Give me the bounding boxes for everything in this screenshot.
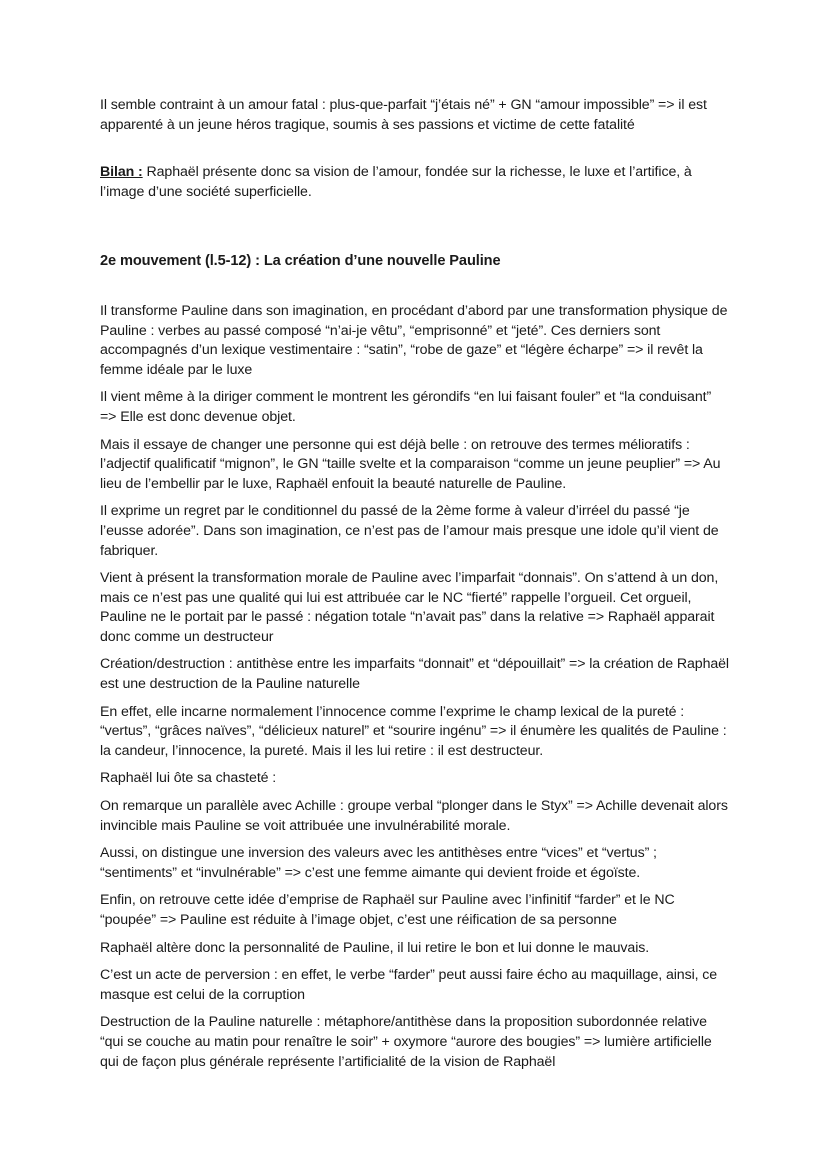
paragraph: Il vient même à la diriger comment le montrent les gérondifs “en lui faisant fouler” et “la conduisant” => Elle est donc devenue objet. <box>100 389 712 425</box>
intro-paragraph: Il semble contraint à un amour fatal : plus-que-parfait “j’étais né” + GN “amour impossible” => il est apparenté à un jeune héros tragique, soumis à ses passions et victime de cette fatalité <box>100 97 707 133</box>
bilan-paragraph <box>100 163 730 202</box>
paragraph: En effet, elle incarne normalement l’innocence comme l’exprime le champ lexical de la pureté : “vertus”, “grâces naïves”, “délicieux naturel” et “sourire ingénu” => il énumère les qualités de Pauline : la candeur, l’innocence, la pureté. Mais il les lui retire : il est destructeur. <box>100 703 727 759</box>
paragraph: Création/destruction : antithèse entre les imparfaits “donnait” et “dépouillait” => la création de Raphaël est une destruction de la Pauline naturelle <box>100 656 729 693</box>
paragraph: C’est un acte de perversion : en effet, le verbe “farder” peut aussi faire écho au maquillage, ainsi, ce masque est celui de la corruption <box>100 967 718 1003</box>
bilan-text: Raphaël présente donc sa vision de l’amour, fondée sur la richesse, le luxe et l’artifice, à l’image d’une société superficielle. <box>100 164 692 200</box>
paragraph: Mais il essaye de changer une personne qui est déjà belle : on retrouve des termes mélioratifs : l’adjectif qualificatif “mignon”, le GN “taille svelte et la comparaison “comme un jeune peuplier” => Au lieu de l’embellir par le luxe, Raphaël enfouit la beauté naturelle de Pauline. <box>100 436 721 492</box>
paragraph: Raphaël altère donc la personnalité de Pauline, il lui retire le bon et lui donne le mauvais. <box>100 939 650 956</box>
paragraph: Enfin, on retrouve cette idée d’emprise de Raphaël sur Pauline avec l’infinitif “farder” et le NC “poupée” => Pauline est réduite à l’image objet, c’est une réification de sa personne <box>100 892 675 928</box>
paragraph: Vient à présent la transformation morale de Pauline avec l’imparfait “donnais”. On s’attend à un don, mais ce n’est pas une qualité qui lui est attribuée car le NC “fierté” rappelle l’orgueil. Cet orgueil, Pauline ne le portait par le passé : négation totale “n’avait pas” dans la relative => Raphaël apparait donc comme un destructeur <box>100 570 719 645</box>
bilan-label: Bilan : <box>100 164 143 181</box>
paragraph: Aussi, on distingue une inversion des valeurs avec les antithèses entre “vices” et “vertus” ; “sentiments” et “invulnérable” => c’est une femme aimante qui devient froide et égoïste. <box>100 845 657 881</box>
paragraph: On remarque un parallèle avec Achille : groupe verbal “plonger dans le Styx” => Achille devenait alors invincible mais Pauline se voit attribuée une invulnérabilité morale. <box>100 798 728 834</box>
paragraph: Il transforme Pauline dans son imagination, en procédant d’abord par une transformation physique de Pauline : verbes au passé composé “n’ai-je vêtu”, “emprisonné” et “jeté”. Ces derniers sont accompagnés d’un lexique vestimentaire : “satin”, “robe de gaze” et “légère écharpe” => il revêt la femme idéale par le luxe <box>100 302 728 378</box>
paragraph: Destruction de la Pauline naturelle : métaphore/antithèse dans la proposition subordonnée relative “qui se couche au matin pour renaître le soir” + oxymore “aurore des bougies” => lumière artificielle qui de façon plus générale représente l’artificialité de la vision de Raphaël <box>100 1014 712 1070</box>
paragraph: Raphaël lui ôte sa chasteté : <box>100 770 277 787</box>
paragraph: Il exprime un regret par le conditionnel du passé de la 2ème forme à valeur d’irréel du passé “je l’eusse adorée”. Dans son imagination, ce n’est pas de l’amour mais presque une idole qu’il vient de fabriquer. <box>100 503 719 559</box>
section-heading: 2e mouvement (l.5-12) : La création d’une nouvelle Pauline <box>100 253 501 270</box>
document-page <box>100 96 730 1080</box>
